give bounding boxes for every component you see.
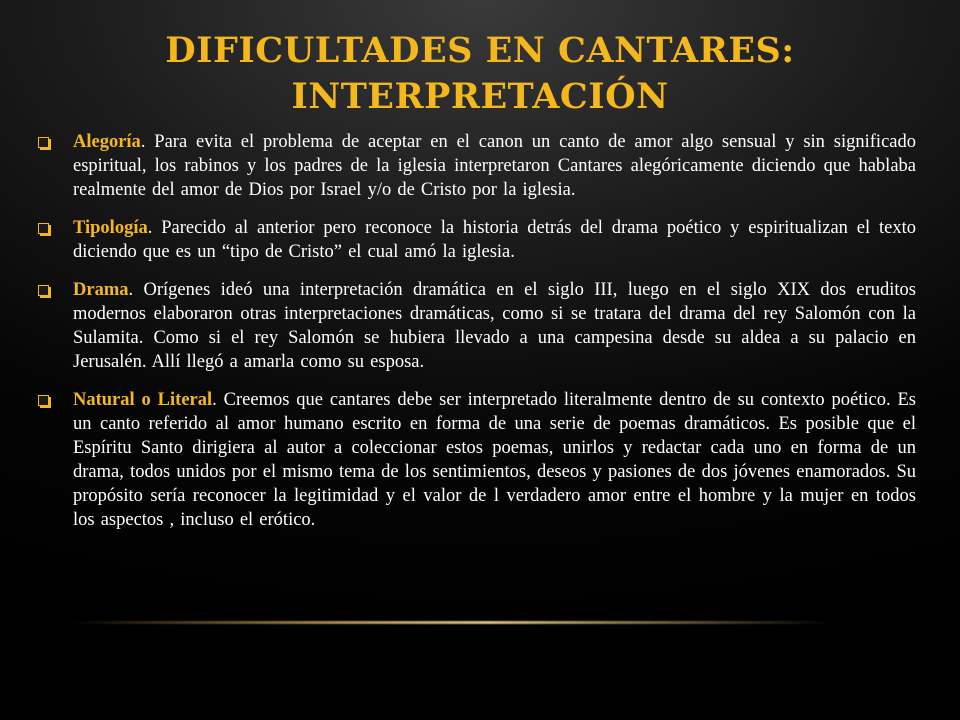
square-bullet-icon [38,395,49,406]
square-bullet-icon [38,285,49,296]
bullet-list [36,130,916,546]
slide-title-line1: DIFICULTADES EN CANTARES: [165,30,795,71]
slide-title-line2: INTERPRETACIÓN [291,76,669,117]
bullet-text: . Para evita el problema de aceptar en el canon un canto de amor algo sensual y sin significado espiritual, los rabinos y los padres de la iglesia interpretaron Cantares alegóricamente diciendo que hablaba realmente del amor de Dios por Israel y/o de Cristo por la iglesia. [73,132,916,200]
bullet-term: Alegoría [73,132,141,152]
bullet-drama [36,278,916,374]
bullet-text: . Orígenes ideó una interpretación dramática en el siglo III, luego en el siglo XIX dos eruditos modernos elaboraron otras interpretaciones dramáticas, como si se tratara del drama del rey Salomón con la Sulamita. Como si el rey Salomón se hubiera llevado a una campesina desde su aldea a su palacio en Jerusalén. Allí llegó a amarla como su esposa. [73,280,916,372]
decorative-underline [70,621,830,624]
bullet-term: Tipología [73,218,148,238]
bullet-tipologia [36,216,916,264]
bullet-term: Drama [73,280,129,300]
bullet-term: Natural o Literal [73,390,213,410]
bullet-text: . Creemos que cantares debe ser interpretado literalmente dentro de su contexto poético. Es un canto referido al amor humano escrito en forma de una serie de poemas dramáticos. Es posible que el Espíritu Santo dirigiera al autor a coleccionar estos poemas, unirlos y redactar cada uno en forma de un drama, todos unidos por el mismo tema de los sentimientos, deseos y pasiones de dos jóvenes enamorados. Su propósito sería reconocer la legitimidad y el valor de l verdadero amor entre el hombre y la mujer en todos los aspectos , incluso el erótico. [73,390,916,530]
square-bullet-icon [38,223,49,234]
bullet-alegoria [36,130,916,202]
bullet-natural-literal [36,388,916,532]
bullet-text: . Parecido al anterior pero reconoce la historia detrás del drama poético y espiritualizan el texto diciendo que es un “tipo de Cristo” el cual amó la iglesia. [73,218,916,262]
square-bullet-icon [38,137,49,148]
slide-title [0,28,960,120]
